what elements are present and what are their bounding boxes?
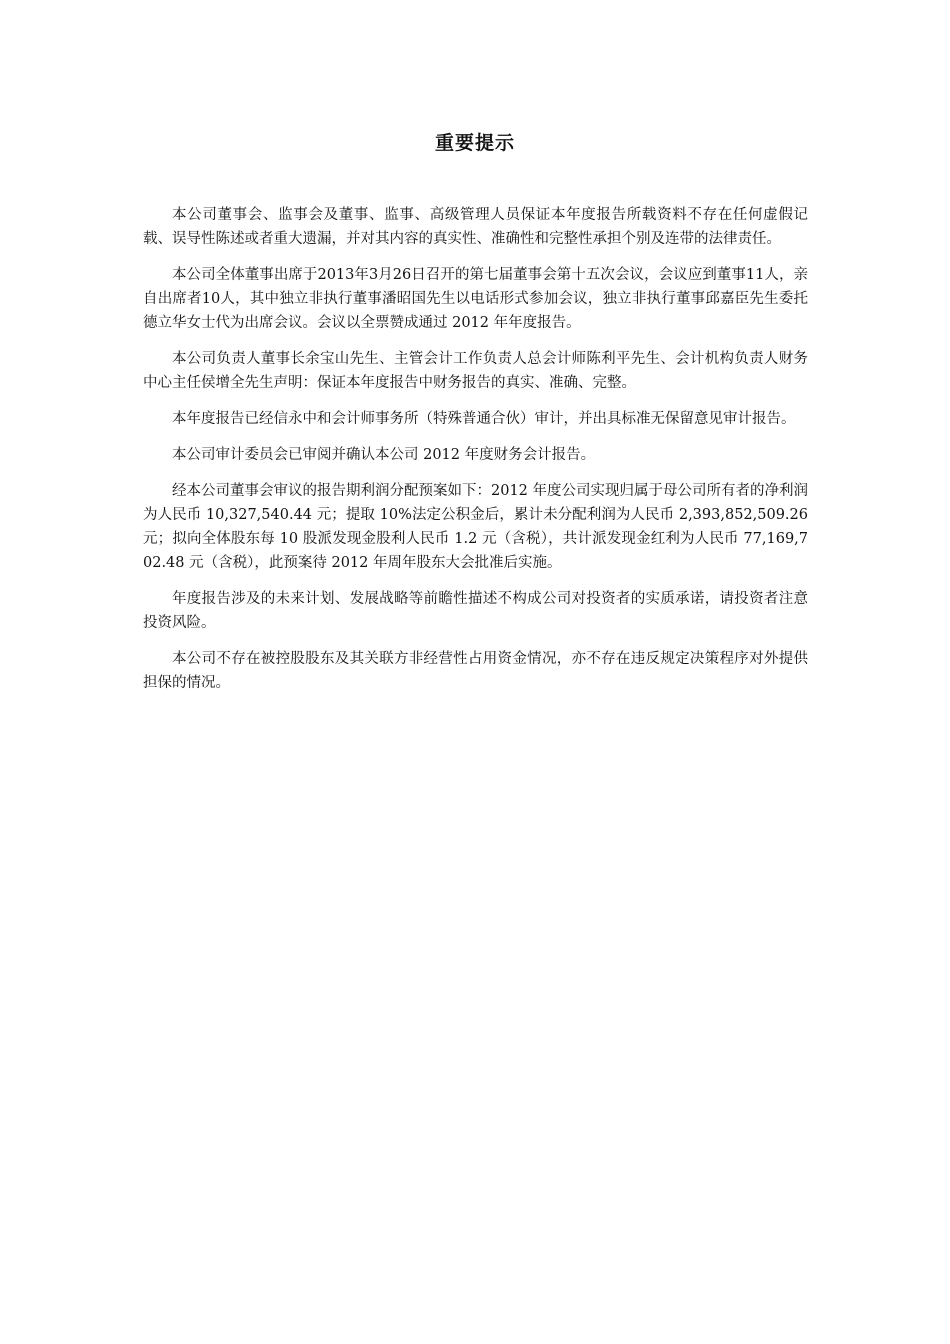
paragraph-guarantee-statement: 本公司不存在被控股股东及其关联方非经营性占用资金情况，亦不存在违反规定决策程序对外提供担保的情况。 [143,651,808,691]
paragraph-audit-opinion: 本年度报告已经信永中和会计师事务所（特殊普通合伙）审计，并出具标准无保留意见审计报告。 [172,411,796,427]
page-title: 重要提示 [434,132,515,154]
notice-body [143,203,808,707]
paragraph-responsibility-statement: 本公司董事会、监事会及董事、监事、高级管理人员保证本年度报告所载资料不存在任何虚假记载、误导性陈述或者重大遗漏，并对其内容的真实性、准确性和完整性承担个别及连带的法律责任。 [143,207,808,247]
paragraph-board-meeting: 本公司全体董事出席于2013年3月26日召开的第七届董事会第十五次会议，会议应到董事11人，亲自出席者10人，其中独立非执行董事潘昭国先生以电话形式参加会议，独立非执行董事邱嘉臣先生委托德立华女士代为出席会议。会议以全票赞成通过 2012 年年度报告。 [143,267,808,331]
paragraph-profit-distribution: 经本公司董事会审议的报告期利润分配预案如下：2012 年度公司实现归属于母公司所有者的净利润为人民币 10,327,540.44 元；提取 10%法定公积金后，累计未分配利润为人民币 2,393,852,509.26 元；拟向全体股东每 10 股派发现金股利人民币 1.2 元（含税），共计派发现金红利为人民币 77,169,702.48 元（含税），此预案待 2012 年周年股东大会批准后实施。 [143,483,809,571]
paragraph-audit-committee: 本公司审计委员会已审阅并确认本公司 2012 年度财务会计报告。 [172,447,596,463]
paragraph-forward-looking-risk: 年度报告涉及的未来计划、发展战略等前瞻性描述不构成公司对投资者的实质承诺，请投资者注意投资风险。 [143,591,808,631]
paragraph-financial-declaration: 本公司负责人董事长余宝山先生、主管会计工作负责人总会计师陈利平先生、会计机构负责人财务中心主任侯增全先生声明：保证本年度报告中财务报告的真实、准确、完整。 [143,351,808,391]
